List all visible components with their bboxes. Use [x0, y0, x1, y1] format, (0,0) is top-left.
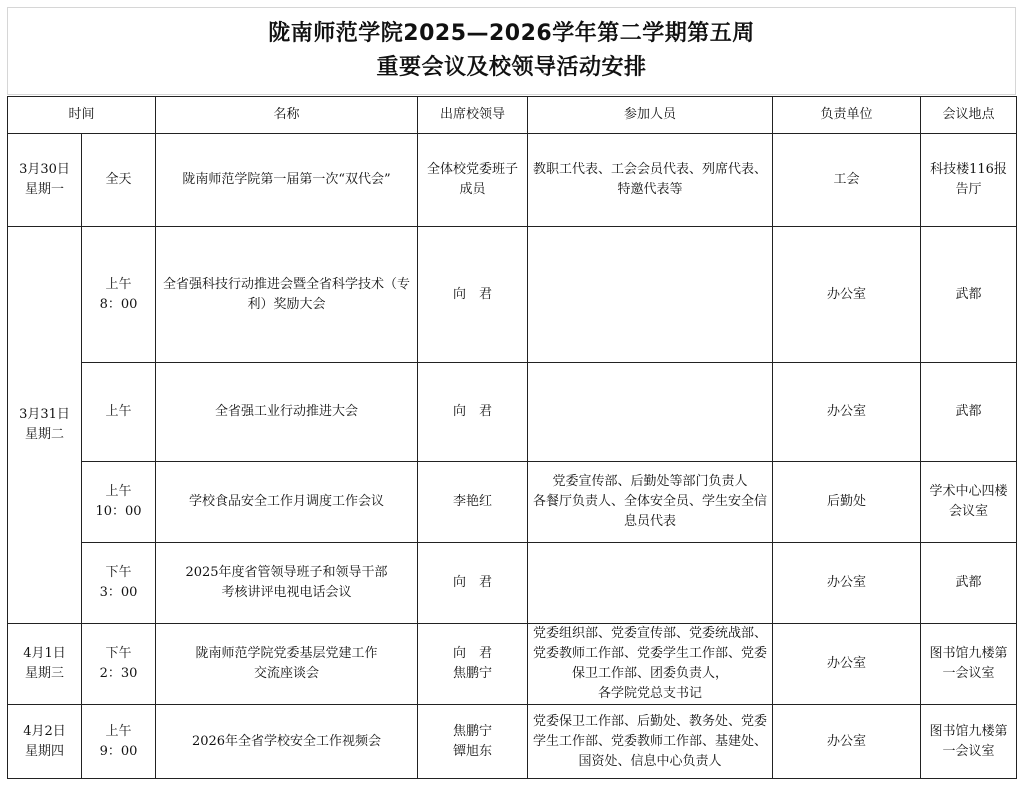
table-row: [8, 462, 1017, 543]
event-participants-cell: 教职工代表、工会会员代表、列席代表、特邀代表等: [528, 134, 773, 227]
event-unit-cell: 办公室: [773, 363, 921, 462]
event-time-cell: 下午 3：00: [82, 543, 156, 624]
event-name-cell: 学校食品安全工作月调度工作会议: [156, 462, 418, 543]
event-leader-cell: 向 君: [418, 363, 528, 462]
table-row: [8, 705, 1017, 779]
event-unit-cell: 工会: [773, 134, 921, 227]
day-date-cell: 3月30日 星期一: [8, 134, 82, 227]
event-time-cell: 全天: [82, 134, 156, 227]
table-row: [8, 363, 1017, 462]
event-unit-cell: 办公室: [773, 624, 921, 705]
event-leader-cell: 向 君: [418, 543, 528, 624]
table-row: [8, 134, 1017, 227]
event-leader-cell: 全体校党委班子成员: [418, 134, 528, 227]
col-header-participants: 参加人员: [528, 97, 773, 134]
event-unit-cell: 办公室: [773, 705, 921, 779]
col-header-location: 会议地点: [921, 97, 1017, 134]
event-name-cell: 陇南师范学院第一届第一次“双代会”: [156, 134, 418, 227]
event-location-cell: 武都: [921, 543, 1017, 624]
page-subtitle: 重要会议及校领导活动安排: [376, 55, 647, 80]
event-participants-cell: [528, 227, 773, 363]
day-date-cell: 4月2日 星期四: [8, 705, 82, 779]
event-leader-cell: 焦鹏宁 镡旭东: [418, 705, 528, 779]
header-row: [8, 97, 1017, 134]
event-leader-cell: 向 君: [418, 227, 528, 363]
event-name-cell: 陇南师范学院党委基层党建工作 交流座谈会: [156, 624, 418, 705]
col-header-time: 时间: [8, 97, 156, 134]
event-unit-cell: 后勤处: [773, 462, 921, 543]
event-location-cell: 学术中心四楼会议室: [921, 462, 1017, 543]
event-time-cell: 下午 2：30: [82, 624, 156, 705]
col-header-unit: 负责单位: [773, 97, 921, 134]
page-title: 陇南师范学院2025—2026学年第二学期第五周: [268, 21, 755, 46]
event-name-cell: 2025年度省管领导班子和领导干部 考核讲评电视电话会议: [156, 543, 418, 624]
event-location-cell: 科技楼116报告厅: [921, 134, 1017, 227]
event-participants-cell: 党委组织部、党委宣传部、党委统战部、党委教师工作部、党委学生工作部、党委保卫工作部、团委负责人， 各学院党总支书记: [528, 624, 773, 705]
table-row: [8, 543, 1017, 624]
event-leader-cell: 李艳红: [418, 462, 528, 543]
event-participants-cell: [528, 363, 773, 462]
event-location-cell: 武都: [921, 227, 1017, 363]
event-unit-cell: 办公室: [773, 227, 921, 363]
event-time-cell: 上午 10：00: [82, 462, 156, 543]
event-location-cell: 图书馆九楼第一会议室: [921, 624, 1017, 705]
title-box: [7, 7, 1016, 95]
table-row: [8, 227, 1017, 363]
event-location-cell: 武都: [921, 363, 1017, 462]
event-name-cell: 全省强工业行动推进大会: [156, 363, 418, 462]
event-location-cell: 图书馆九楼第一会议室: [921, 705, 1017, 779]
event-time-cell: 上午 8：00: [82, 227, 156, 363]
event-participants-cell: 党委保卫工作部、后勤处、教务处、党委学生工作部、党委教师工作部、基建处、国资处、信息中心负责人: [528, 705, 773, 779]
event-name-cell: 全省强科技行动推进会暨全省科学技术（专利）奖励大会: [156, 227, 418, 363]
col-header-name: 名称: [156, 97, 418, 134]
event-leader-cell: 向 君 焦鹏宁: [418, 624, 528, 705]
event-time-cell: 上午 9：00: [82, 705, 156, 779]
event-time-cell: 上午: [82, 363, 156, 462]
schedule-table: [7, 96, 1017, 779]
day-date-cell: 3月31日 星期二: [8, 227, 82, 624]
day-date-cell: 4月1日 星期三: [8, 624, 82, 705]
event-participants-cell: [528, 543, 773, 624]
event-name-cell: 2026年全省学校安全工作视频会: [156, 705, 418, 779]
table-row: [8, 624, 1017, 705]
col-header-leader: 出席校领导: [418, 97, 528, 134]
event-participants-cell: 党委宣传部、后勤处等部门负责人 各餐厅负责人、全体安全员、学生安全信息员代表: [528, 462, 773, 543]
event-unit-cell: 办公室: [773, 543, 921, 624]
